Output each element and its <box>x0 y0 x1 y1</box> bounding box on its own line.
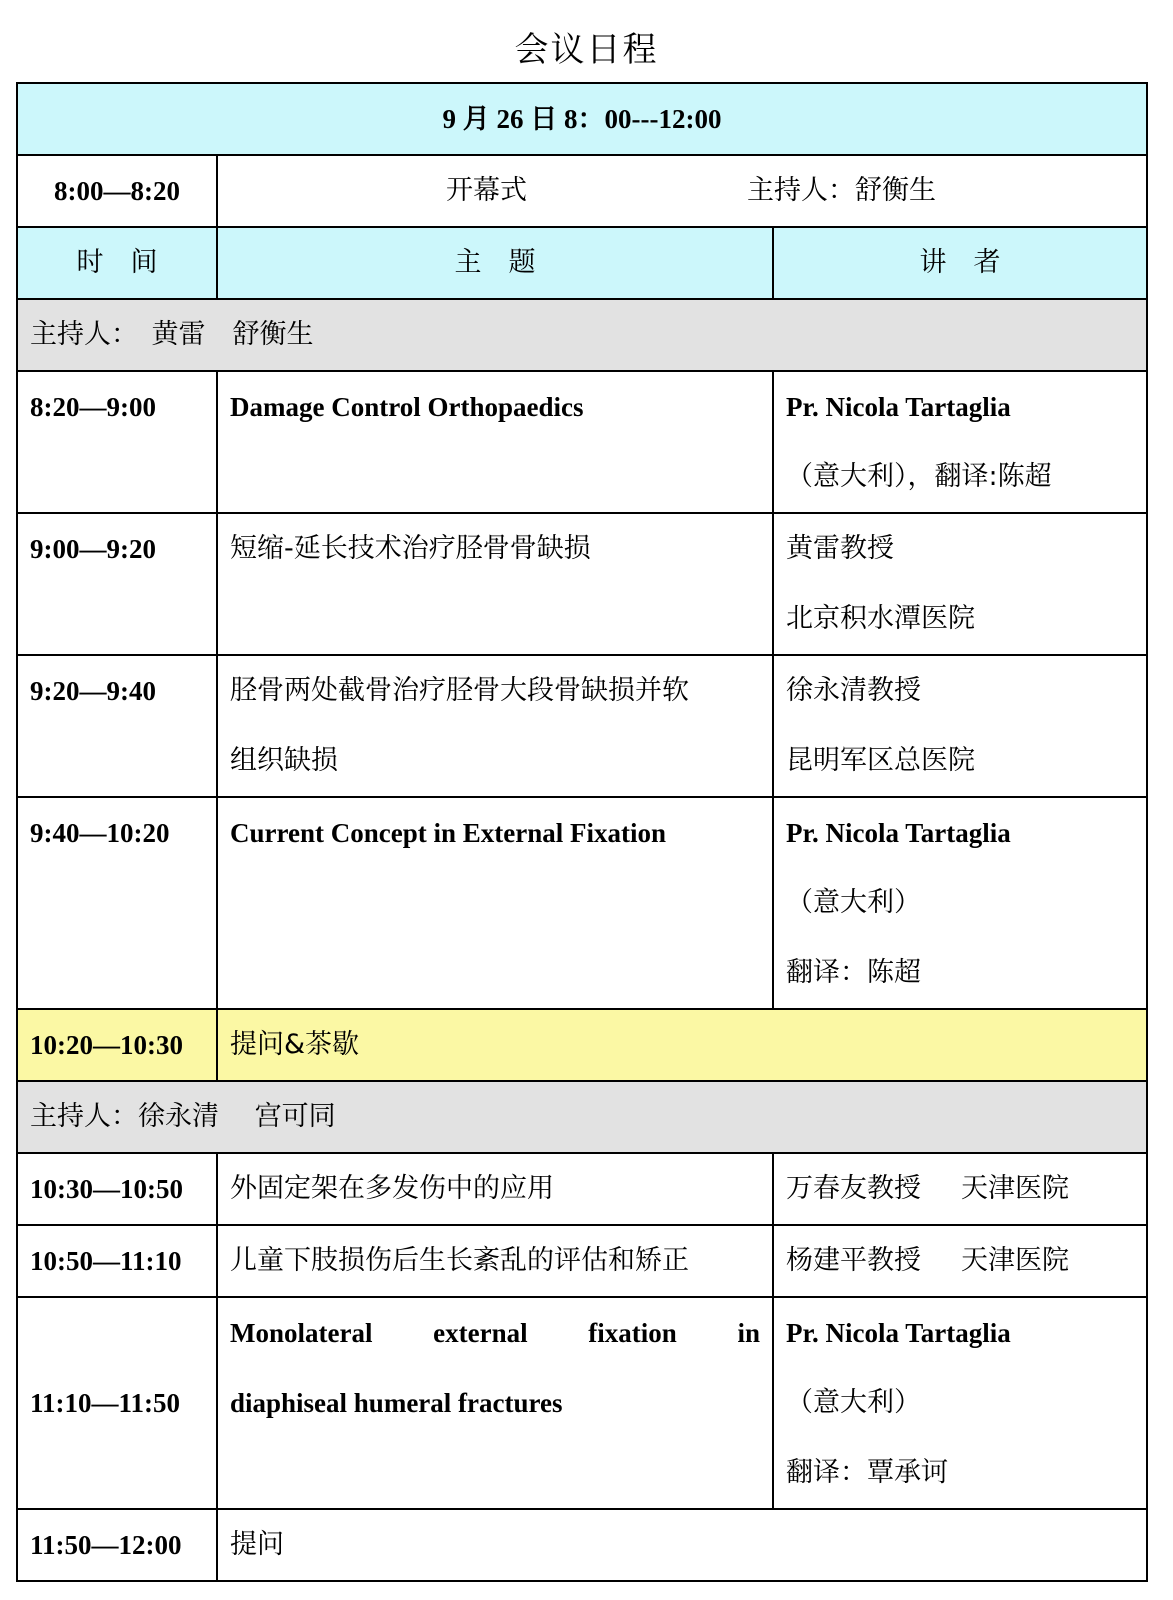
speaker-cell <box>773 513 1147 655</box>
topic-word: in <box>737 1318 760 1348</box>
table-row <box>17 1153 1147 1225</box>
opening-label: 开幕式 <box>446 175 527 206</box>
topic-cell: 外固定架在多发伤中的应用 <box>217 1153 773 1225</box>
speaker-line: Pr. Nicola Tartaglia <box>786 1318 1011 1348</box>
break-label: 提问&茶歇 <box>217 1009 1147 1081</box>
topic-cell <box>217 1297 773 1509</box>
speaker-line: 徐永清教授 <box>786 675 921 706</box>
host-text: 主持人：徐永清 宫可同 <box>17 1081 1147 1153</box>
speaker-name: 万春友教授 <box>786 1173 921 1204</box>
topic-line: 胫骨两处截骨治疗胫骨大段骨缺损并软 <box>230 675 689 706</box>
host-text: 主持人： 黄雷 舒衡生 <box>17 299 1147 371</box>
speaker-hospital: 天津医院 <box>961 1245 1069 1276</box>
topic-cell <box>217 797 773 1009</box>
topic-line: 组织缺损 <box>230 745 338 776</box>
session-header: 9 月 26 日 8：00---12:00 <box>17 83 1147 155</box>
speaker-hospital: 天津医院 <box>961 1173 1069 1204</box>
topic-cell <box>217 371 773 513</box>
time-cell: 9:00—9:20 <box>17 513 217 655</box>
schedule-table <box>16 82 1148 1582</box>
opening-host: 主持人：舒衡生 <box>747 175 936 206</box>
speaker-line: Pr. Nicola Tartaglia <box>786 392 1011 422</box>
topic-cell <box>217 655 773 797</box>
speaker-line: Pr. Nicola Tartaglia <box>786 818 1011 848</box>
topic-line <box>230 1298 760 1368</box>
topic-line: Damage Control Orthopaedics <box>230 392 584 422</box>
speaker-cell <box>773 655 1147 797</box>
topic-word: external <box>433 1318 528 1348</box>
speaker-cell <box>773 1153 1147 1225</box>
table-row <box>17 371 1147 513</box>
speaker-line: 黄雷教授 <box>786 533 894 564</box>
speaker-line: （意大利） <box>786 1387 921 1418</box>
speaker-line: 翻译：陈超 <box>786 957 921 988</box>
opening-cell <box>217 155 1147 227</box>
speaker-cell <box>773 1297 1147 1509</box>
speaker-line: 翻译：覃承诃 <box>786 1457 948 1488</box>
col-header-topic: 主 题 <box>217 227 773 299</box>
break-row <box>17 1009 1147 1081</box>
topic-word: fixation <box>588 1318 677 1348</box>
time-cell: 10:50—11:10 <box>17 1225 217 1297</box>
topic-line: Current Concept in External Fixation <box>230 818 666 848</box>
table-row <box>17 513 1147 655</box>
opening-row <box>17 155 1147 227</box>
topic-cell <box>217 513 773 655</box>
topic-word: Monolateral <box>230 1318 373 1348</box>
col-header-time: 时 间 <box>17 227 217 299</box>
time-cell: 11:10—11:50 <box>17 1297 217 1509</box>
topic-cell: 儿童下肢损伤后生长紊乱的评估和矫正 <box>217 1225 773 1297</box>
table-row <box>17 797 1147 1009</box>
col-header-speaker: 讲 者 <box>773 227 1147 299</box>
page-title: 会议日程 <box>514 30 659 70</box>
host-row <box>17 1081 1147 1153</box>
speaker-line: （意大利），翻译:陈超 <box>786 461 1052 492</box>
topic-cell: 提问 <box>217 1509 1147 1581</box>
topic-line: 短缩-延长技术治疗胫骨骨缺损 <box>230 533 591 564</box>
opening-time: 8:00—8:20 <box>17 155 217 227</box>
time-cell: 9:40—10:20 <box>17 797 217 1009</box>
speaker-line: （意大利） <box>786 887 921 918</box>
table-row <box>17 655 1147 797</box>
column-header-row <box>17 227 1147 299</box>
time-cell: 11:50—12:00 <box>17 1509 217 1581</box>
speaker-line: 昆明军区总医院 <box>786 745 975 776</box>
table-row <box>17 1225 1147 1297</box>
session-header-row <box>17 83 1147 155</box>
time-cell: 10:20—10:30 <box>17 1009 217 1081</box>
speaker-name: 杨建平教授 <box>786 1245 921 1276</box>
time-cell: 8:20—9:00 <box>17 371 217 513</box>
host-row <box>17 299 1147 371</box>
time-cell: 9:20—9:40 <box>17 655 217 797</box>
speaker-cell <box>773 371 1147 513</box>
table-row <box>17 1509 1147 1581</box>
table-row <box>17 1297 1147 1509</box>
speaker-cell <box>773 1225 1147 1297</box>
time-cell: 10:30—10:50 <box>17 1153 217 1225</box>
speaker-cell <box>773 797 1147 1009</box>
speaker-line: 北京积水潭医院 <box>786 603 975 634</box>
topic-line: diaphiseal humeral fractures <box>230 1388 563 1418</box>
